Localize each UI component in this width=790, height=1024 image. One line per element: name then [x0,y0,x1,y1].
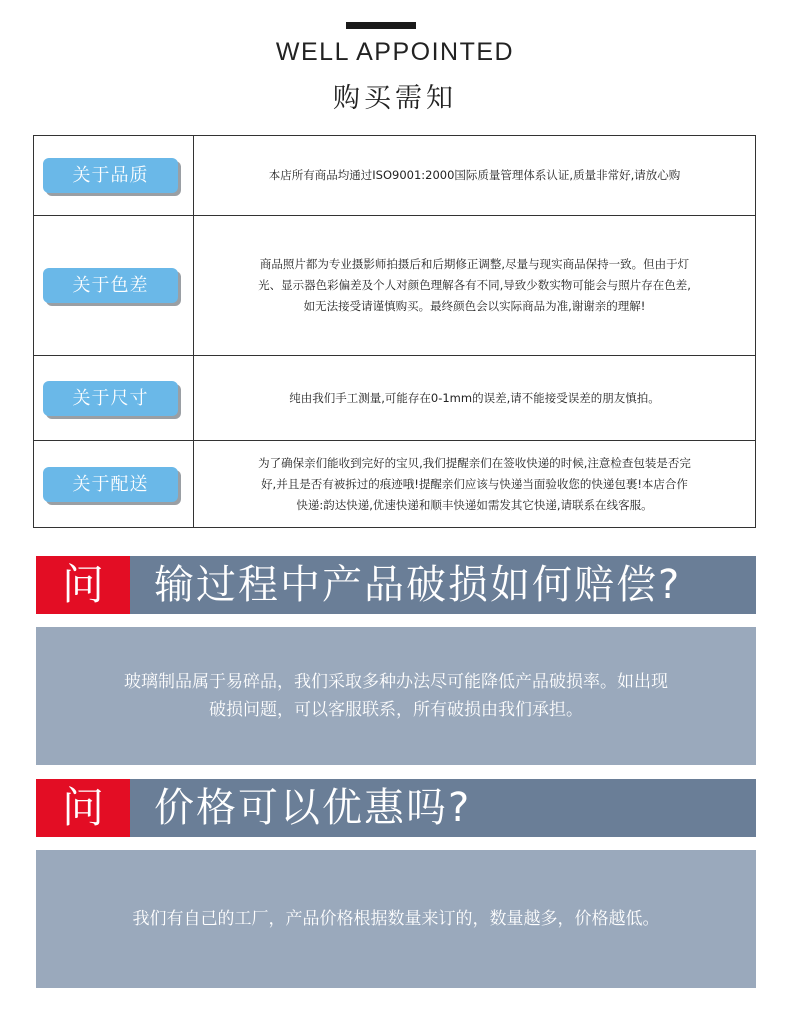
notice-row-color [34,216,756,356]
notice-line: 光、显示器色彩偏差及个人对颜色理解各有不同,导致少数实物可能会与照片存在色差, [258,278,691,292]
notice-line: 如无法接受请谨慎购买。最终颜色会以实际商品为准,谢谢亲的理解! [303,299,646,313]
notice-line: 好,并且是否有被拆过的痕迹哦!提醒亲们应该与快递当面验收您的快递包裹!本店合作 [261,476,688,491]
question-text: 价格可以优惠吗? [154,785,472,831]
delivery-label: 关于配送 [43,467,178,502]
faq-answer-discount [36,850,756,988]
answer-line: 破损问题，可以客服联系，所有破损由我们承担。 [209,700,583,720]
header-decor-bar [346,22,416,29]
purchase-notice-table [33,135,756,528]
notice-text-cell [194,136,756,216]
notice-line: 纯由我们手工测量,可能存在0-1mm的误差,请不能接受误差的朋友慎拍。 [289,390,660,405]
quality-label: 关于品质 [43,158,178,193]
english-title: WELL APPOINTED [275,38,515,66]
header [0,0,790,130]
answer-line: 我们有自己的工厂，产品价格根据数量来订的，数量越多，价格越低。 [132,909,660,929]
notice-line: 快递:韵达快递,优速快递和顺丰快递如需发其它快递,请联系在线客服。 [296,497,653,512]
notice-label-cell [34,216,194,356]
color-label: 关于色差 [43,268,178,303]
notice-label-cell [34,136,194,216]
question-mark-badge: 问 [36,779,130,837]
notice-text-cell [194,216,756,356]
notice-row-size [34,356,756,441]
notice-label-cell [34,441,194,528]
notice-row-quality [34,136,756,216]
notice-line: 商品照片都为专业摄影师拍摄后和后期修正调整,尽量与现实商品保持一致。但由于灯 [259,257,690,271]
size-label: 关于尺寸 [43,381,178,416]
faq-answer-damage [36,627,756,765]
answer-line: 玻璃制品属于易碎品，我们采取多种办法尽可能降低产品破损率。如出现 [124,672,668,692]
notice-line: 为了确保亲们能收到完好的宝贝,我们提醒亲们在签收快递的时候,注意检查包装是否完 [258,455,691,470]
chinese-title: 购买需知 [333,83,457,114]
notice-row-delivery [34,441,756,528]
question-mark-badge: 问 [36,556,130,614]
faq-question-damage [36,556,756,614]
faq-question-discount [36,779,756,837]
notice-text-cell [194,356,756,441]
question-text: 输过程中产品破损如何赔偿? [154,562,682,608]
notice-text-cell [194,441,756,528]
notice-line: 本店所有商品均通过ISO9001:2000国际质量管理体系认证,质量非常好,请放心购 [268,168,681,182]
notice-label-cell [34,356,194,441]
